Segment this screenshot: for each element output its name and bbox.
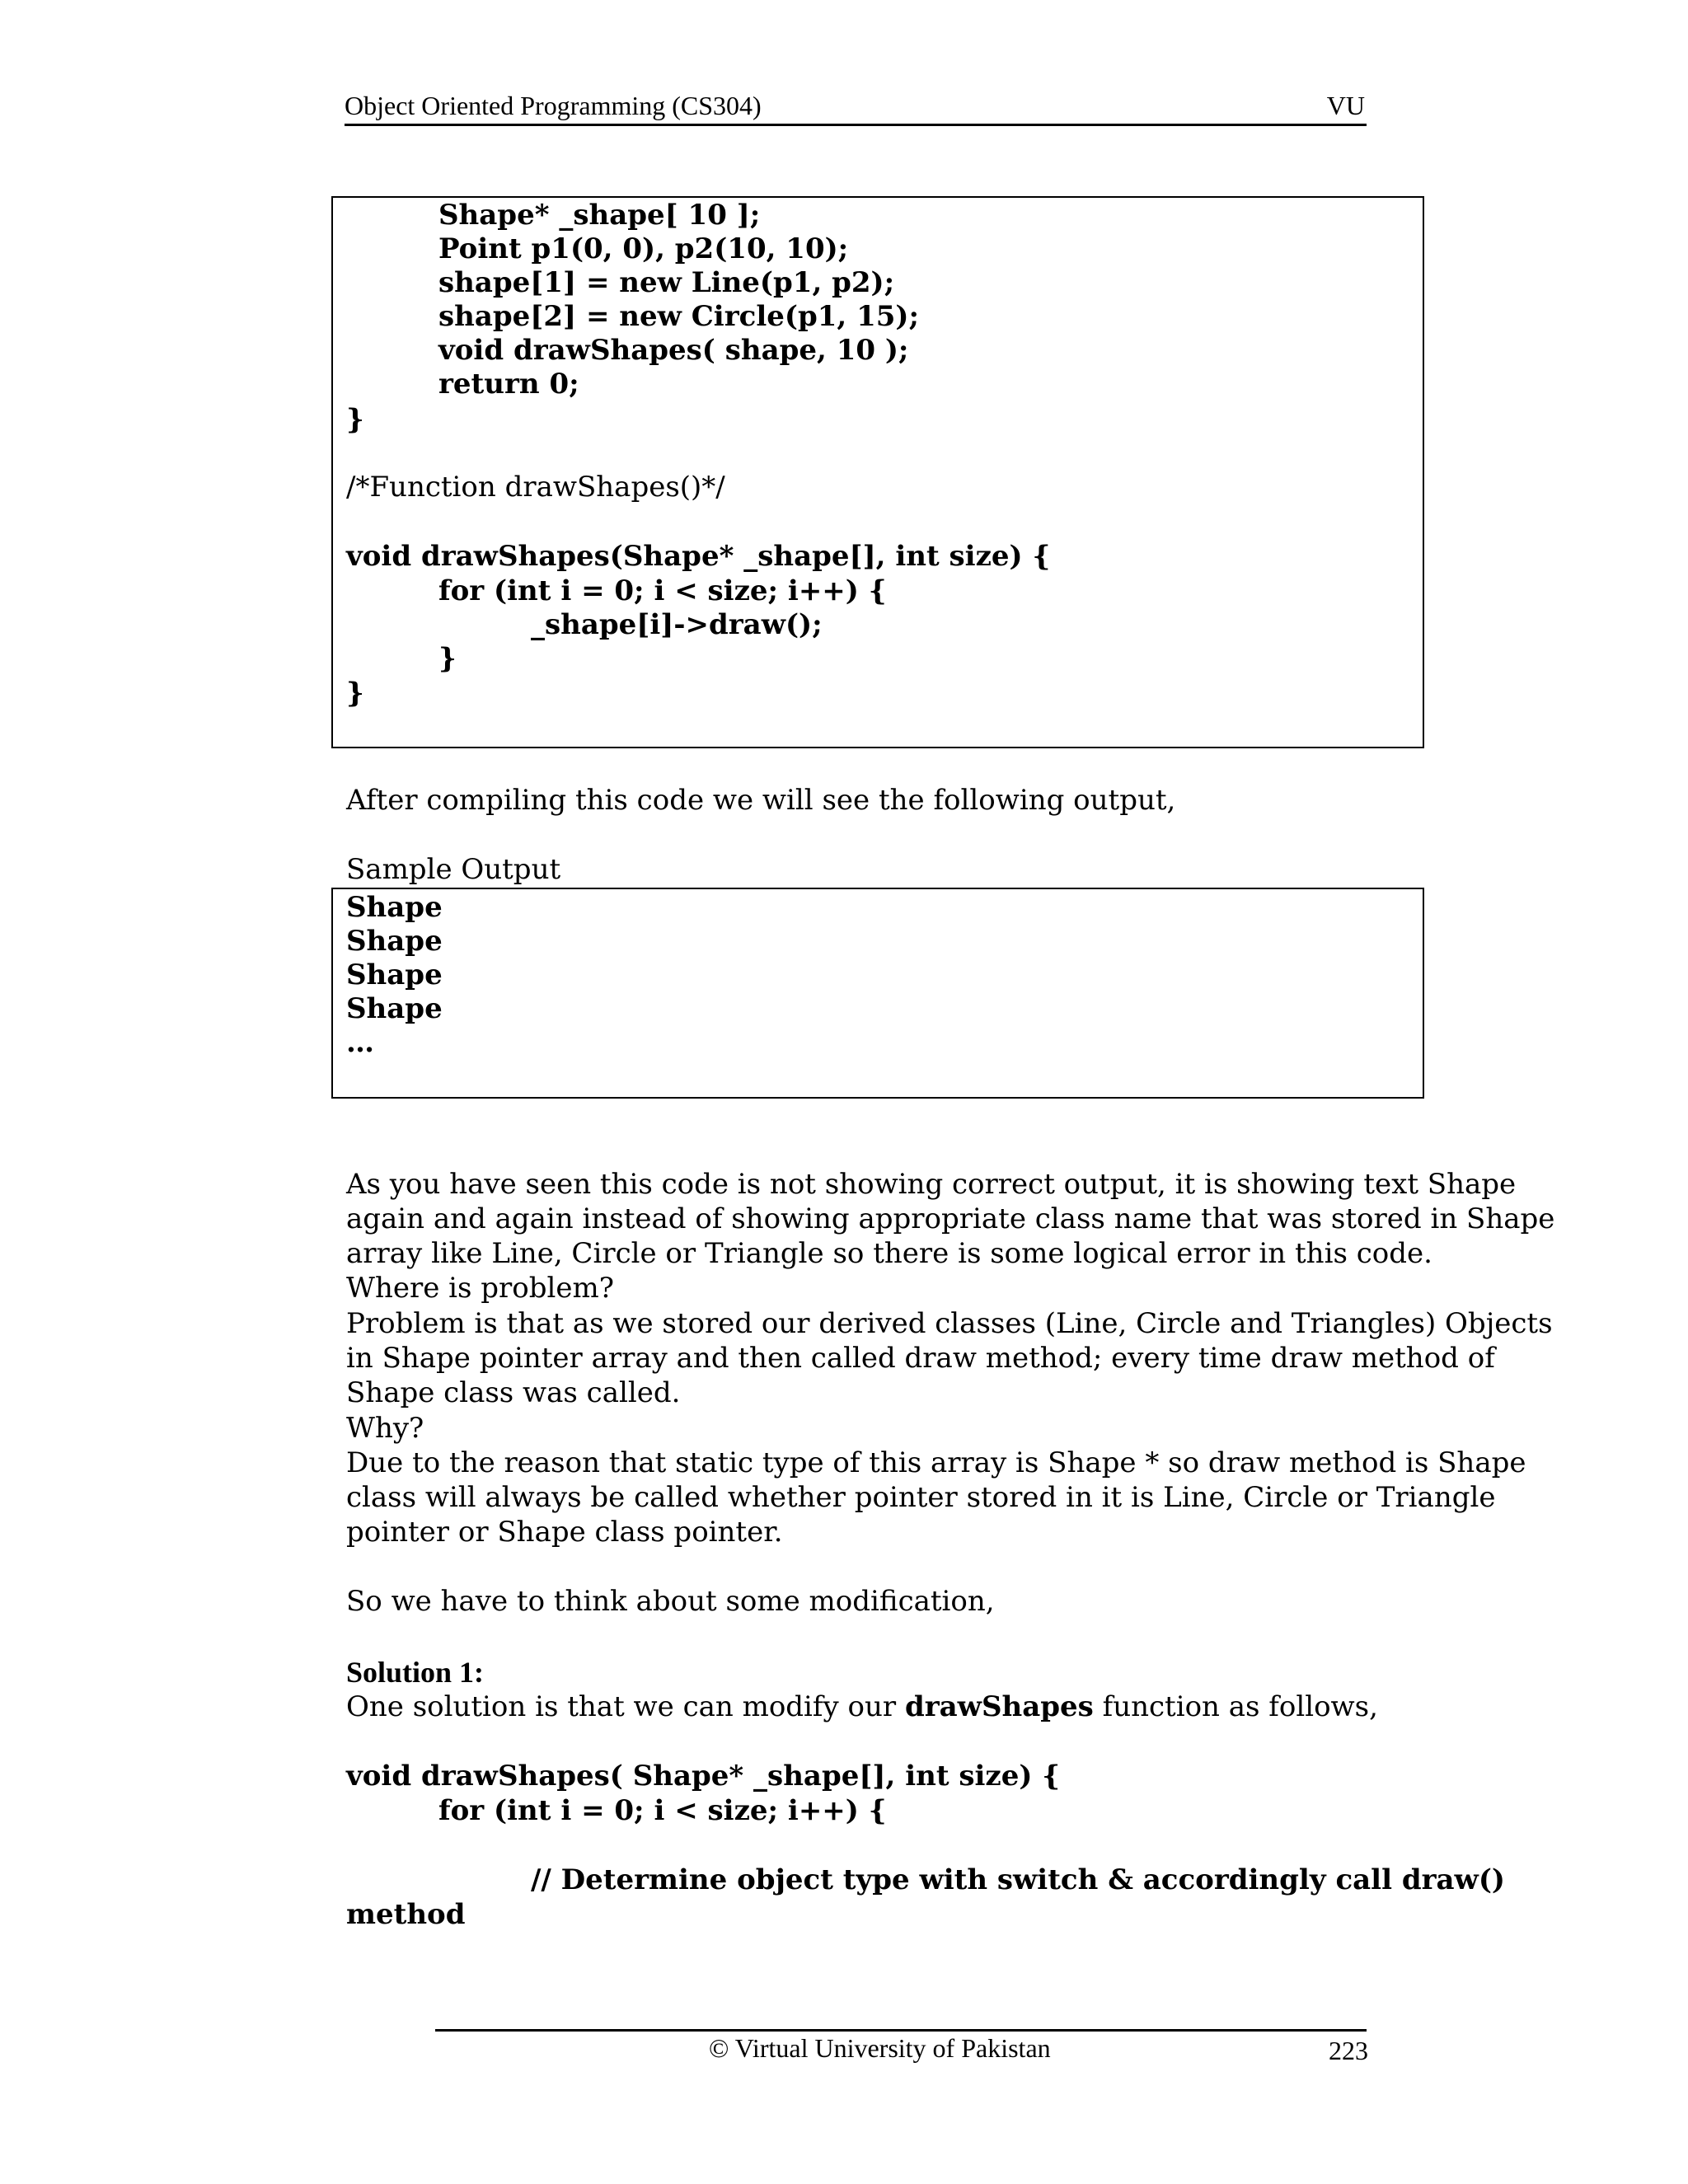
code-line: for (int i = 0; i < size; i++) { [438, 574, 887, 607]
solution-intro [346, 1690, 1378, 1724]
solution-intro-after: function as follows, [1093, 1690, 1378, 1723]
code-line: Shape* _shape[ 10 ]; [438, 199, 761, 232]
explanation-line: Where is problem? [346, 1272, 614, 1305]
footer-copyright: © Virtual University of Pakistan [709, 2033, 1051, 2063]
explanation-line: class will always be called whether pointer stored in it is Line, Circle or Triangle [346, 1481, 1496, 1514]
explanation-line: again and again instead of showing appropriate class name that was stored in Shape [346, 1202, 1555, 1235]
code-line: shape[1] = new Line(p1, p2); [438, 266, 895, 299]
explanation-line: array like Line, Circle or Triangle so there is some logical error in this code. [346, 1237, 1432, 1270]
code-line: return 0; [438, 368, 579, 401]
explanation-line: Due to the reason that static type of this array is Shape * so draw method is Shape [346, 1446, 1526, 1479]
explanation-line: in Shape pointer array and then called draw method; every time draw method of [346, 1342, 1495, 1375]
output-line: Shape [346, 891, 443, 924]
code-line: } [346, 677, 364, 710]
code-comment: /*Function drawShapes()*/ [346, 471, 725, 504]
code-line: _shape[i]->draw(); [531, 608, 823, 641]
code-line: Point p1(0, 0), p2(10, 10); [438, 232, 849, 265]
code-line: shape[2] = new Circle(p1, 15); [438, 300, 920, 333]
explanation-line: Problem is that as we stored our derived classes (Line, Circle and Triangles) Objects [346, 1307, 1553, 1340]
code-line: void drawShapes( Shape* _shape[], int size) { [346, 1760, 1061, 1793]
after-compiling-text: After compiling this code we will see the following output, [346, 784, 1176, 817]
explanation-line: pointer or Shape class pointer. [346, 1516, 783, 1549]
solution-intro-function: drawShapes [904, 1690, 1094, 1723]
output-line: Shape [346, 925, 443, 958]
page-number: 223 [1329, 2036, 1368, 2065]
explanation-line: Why? [346, 1412, 424, 1445]
header-rule [345, 124, 1367, 126]
sample-output-box [331, 888, 1424, 1099]
code-line: for (int i = 0; i < size; i++) { [438, 1794, 887, 1827]
solution-heading: Solution 1: [346, 1656, 485, 1689]
code-line: } [438, 642, 457, 675]
output-line: Shape [346, 992, 443, 1025]
header-institution: VU [1326, 91, 1365, 120]
header-title: Object Oriented Programming (CS304) [345, 91, 762, 120]
code-line: void drawShapes( shape, 10 ); [438, 334, 909, 367]
code-comment: // Determine object type with switch & accordingly call draw() [531, 1863, 1505, 1896]
explanation-line: As you have seen this code is not showing correct output, it is showing text Shape [346, 1168, 1517, 1201]
output-line: Shape [346, 958, 443, 991]
code-line: void drawShapes(Shape* _shape[], int size) { [346, 540, 1051, 573]
sample-output-label: Sample Output [346, 853, 561, 886]
modification-text: So we have to think about some modification, [346, 1585, 995, 1618]
solution-intro-before: One solution is that we can modify our [346, 1690, 905, 1723]
code-line: } [346, 403, 364, 436]
code-line: method [346, 1898, 466, 1931]
explanation-line: Shape class was called. [346, 1376, 681, 1409]
output-line: … [346, 1026, 374, 1059]
